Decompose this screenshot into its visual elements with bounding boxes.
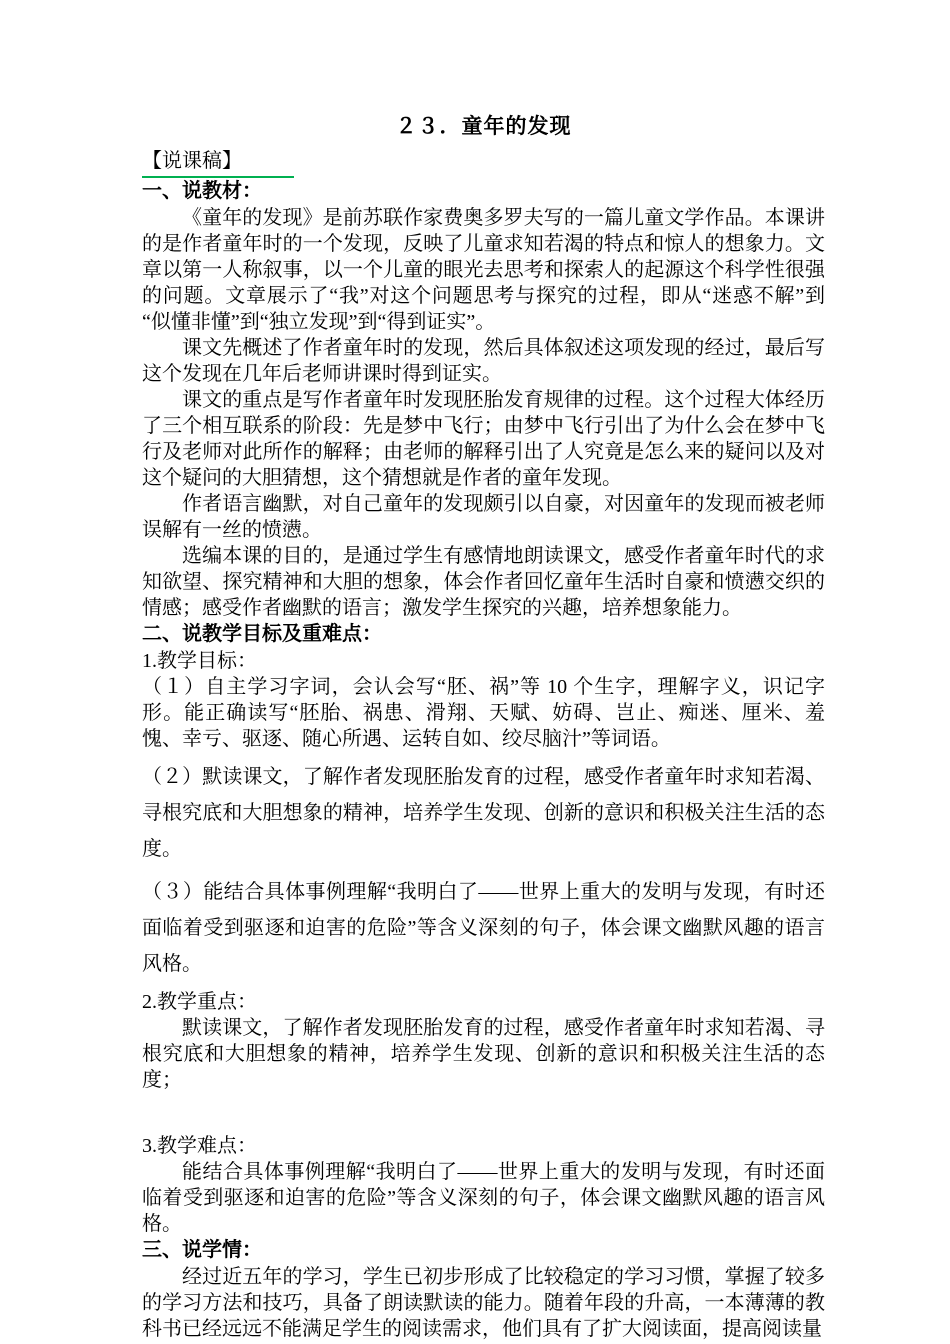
section1-paragraph-1: 《童年的发现》是前苏联作家费奥多罗夫写的一篇儿童文学作品。本课讲的是作者童年时的一个发现，反映了儿童求知若渴的特点和惊人的想象力。文章以第一人称叙事，以一个儿童的眼光去思考和探索人的起源这个科学性很强的问题。文章展示了“我”对这个问题思考与探究的过程，即从“迷惑不解”到“似懂非懂”到“独立发现”到“得到证实”。 xyxy=(142,207,825,333)
tag-line xyxy=(142,148,825,178)
difficult-point-paragraph: 能结合具体事例理解“我明白了——世界上重大的发明与发现，有时还面临着受到驱逐和迫害的危险”等含义深刻的句子，体会课文幽默风趣的语言风格。 xyxy=(142,1161,825,1235)
section1-paragraph-2: 课文先概述了作者童年时的发现，然后具体叙述这项发现的经过，最后写这个发现在几年后老师讲课时得到证实。 xyxy=(142,337,825,385)
section1-heading: 一、说教材： xyxy=(142,180,262,202)
section3-paragraph: 经过近五年的学习，学生已初步形成了比较稳定的学习习惯，掌握了较多的学习方法和技巧，具备了朗读默读的能力。随着年段的升高，一本薄薄的教科书已经远远不能满足学生的阅读需求，他们具有了扩大阅读面，提高阅读量 xyxy=(142,1266,825,1340)
document-title: ２３．童年的发现 xyxy=(395,115,572,138)
objective-3: （３）能结合具体事例理解“我明白了——世界上重大的发明与发现，有时还面临着受到驱逐和迫害的危险”等含义深刻的句子，体会课文幽默风趣的语言风格。 xyxy=(142,881,825,975)
key-point-label: 2.教学重点： xyxy=(142,991,257,1013)
objective-1: （１）自主学习字词，会认会写“胚、祸”等 10 个生字，理解字义，识记字形。能正确读写“胚胎、祸患、滑翔、天赋、妨碍、岂止、痴迷、厘米、羞愧、幸亏、驱逐、随心所遇、运转自如、绞尽脑汁”等词语。 xyxy=(142,676,825,750)
difficult-point-label: 3.教学难点： xyxy=(142,1135,257,1157)
section1-paragraph-4: 作者语言幽默，对自己童年的发现颇引以自豪，对因童年的发现而被老师误解有一丝的愤懑。 xyxy=(142,493,825,541)
section2-heading: 二、说教学目标及重难点： xyxy=(142,623,382,645)
section1-paragraph-3: 课文的重点是写作者童年时发现胚胎发育规律的过程。这个过程大体经历了三个相互联系的阶段：先是梦中飞行；由梦中飞行引出了为什么会在梦中飞行及老师对此所作的解释；由老师的解释引出了人究竟是怎么来的疑问以及对这个疑问的大胆猜想，这个猜想就是作者的童年发现。 xyxy=(142,389,825,489)
objectives-label: 1.教学目标： xyxy=(142,650,257,672)
shuokegao-tag: 【说课稿】 xyxy=(142,148,294,178)
objective-2: （２）默读课文，了解作者发现胚胎发育的过程，感受作者童年时求知若渴、寻根究底和大胆想象的精神，培养学生发现、创新的意识和积极关注生活的态度。 xyxy=(142,766,825,860)
section1-paragraph-5: 选编本课的目的，是通过学生有感情地朗读课文，感受作者童年时代的求知欲望、探究精神和大胆的想象，体会作者回忆童年生活时自豪和愤懑交织的情感；感受作者幽默的语言；激发学生探究的兴趣，培养想象能力。 xyxy=(142,545,825,619)
section3-heading: 三、说学情： xyxy=(142,1239,262,1261)
key-point-paragraph: 默读课文，了解作者发现胚胎发育的过程，感受作者童年时求知若渴、寻根究底和大胆想象的精神，培养学生发现、创新的意识和积极关注生活的态度； xyxy=(142,1017,825,1091)
